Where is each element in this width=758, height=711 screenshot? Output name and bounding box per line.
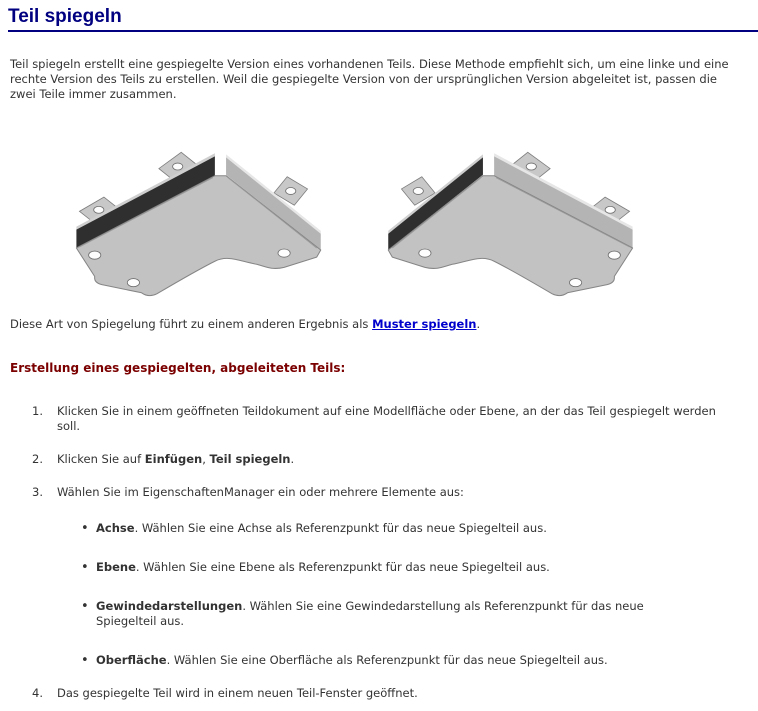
step-text: Klicken Sie in einem geöffneten Teildokument auf eine Modellfläche oder Ebene, an der das Teil gespiegelt werden soll. [57, 404, 716, 433]
option-text [96, 521, 740, 536]
note-text-suffix: . [476, 317, 481, 331]
option-description: . Wählen Sie eine Ebene als Referenzpunkt für das neue Spiegelteil aus. [135, 560, 550, 574]
option-text [96, 653, 740, 668]
step-item-4 [8, 686, 748, 701]
step-number: 2. [32, 452, 43, 466]
bullet-icon: • [81, 560, 89, 575]
intro-paragraph: Teil spiegeln erstellt eine gespiegelte Version eines vorhandenen Teils. Diese Methode empfiehlt sich, um eine linke und eine rechte Version des Teils zu erstellen. Weil die gespiegelte Version von der ursprünglichen Version abgeleitet ist, passen die zwei Teile immer zusammen. [10, 57, 729, 101]
original-part-image [62, 136, 327, 304]
option-text [96, 560, 740, 575]
step-text: Klicken Sie auf Einfügen, Teil spiegeln. [57, 452, 295, 466]
page-title: Teil spiegeln [8, 6, 122, 27]
option-description: . Wählen Sie eine Gewindedarstellung als Referenzpunkt für das neue Spiegelteil aus. [96, 599, 644, 628]
bullet-icon: • [81, 521, 89, 536]
option-text [96, 599, 740, 629]
section-heading: Erstellung eines gespiegelten, abgeleiteten Teils: [10, 361, 346, 375]
option-term: Gewindedarstellungen [96, 599, 243, 613]
option-item-gewindedarstellungen [57, 599, 740, 629]
title-rule [8, 30, 758, 32]
option-description: . Wählen Sie eine Oberfläche als Referenzpunkt für das neue Spiegelteil aus. [166, 653, 608, 667]
option-item-ebene [57, 560, 740, 575]
step-3-intro: Wählen Sie im EigenschaftenManager ein oder mehrere Elemente aus: [57, 485, 464, 499]
options-list [57, 521, 740, 668]
step-item-1 [8, 404, 748, 434]
note-text: Diese Art von Spiegelung führt zu einem anderen Ergebnis als [10, 317, 373, 331]
steps-list [8, 404, 748, 701]
figure-row [62, 136, 748, 304]
step-item-3 [8, 485, 748, 668]
option-item-oberflaeche [57, 653, 740, 668]
mirrored-part-image [382, 136, 647, 304]
step-text: Das gespiegelte Teil wird in einem neuen Teil-Fenster geöffnet. [57, 686, 418, 700]
option-term: Oberfläche [96, 653, 167, 667]
option-term: Achse [96, 521, 135, 535]
step-text [57, 485, 748, 668]
step-number: 4. [32, 686, 43, 700]
bullet-icon: • [81, 653, 89, 668]
note-line [10, 317, 748, 332]
bullet-icon: • [81, 599, 89, 614]
step-number: 1. [32, 404, 43, 418]
step-item-2 [8, 452, 748, 467]
option-term: Ebene [96, 560, 136, 574]
muster-spiegeln-link[interactable]: Muster spiegeln [372, 317, 477, 331]
option-description: . Wählen Sie eine Achse als Referenzpunkt für das neue Spiegelteil aus. [134, 521, 547, 535]
option-item-achse [57, 521, 740, 536]
step-number: 3. [32, 485, 43, 499]
